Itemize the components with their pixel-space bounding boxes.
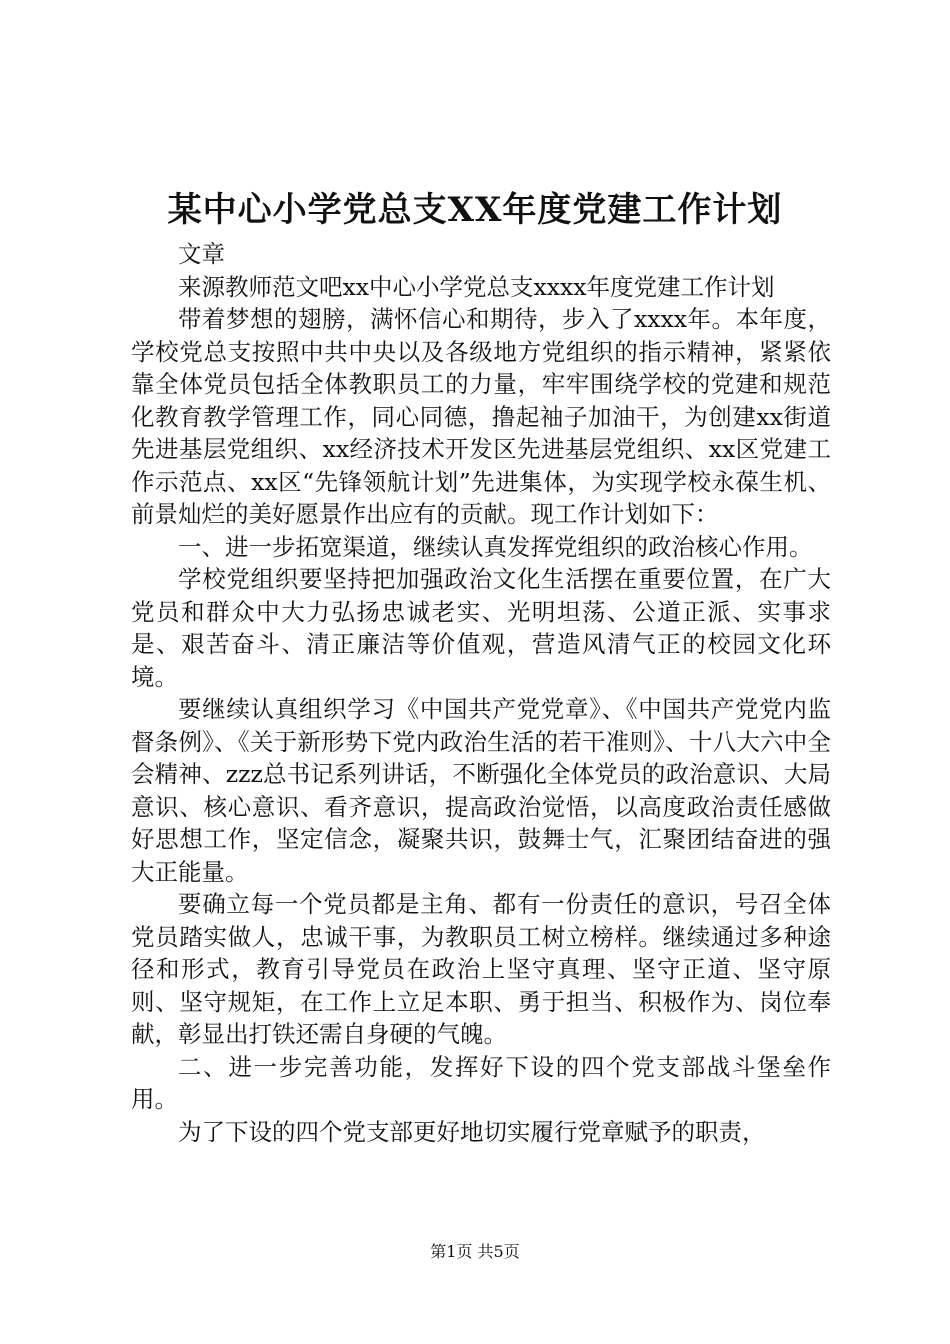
paragraph-section1-c: 要确立每一个党员都是主角、都有一份责任的意识，号召全体党员踏实做人，忠诚干事，为教职员工树立榜样。继续通过多种途径和形式，教育引导党员在政治上坚守真理、坚守正道、坚守原则、坚守规矩，在工作上立足本职、勇于担当、积极作为、岗位奉献，彰显出打铁还需自身硬的气魄。: [131, 890, 831, 1048]
document-title: 某中心小学党总支XX年度党建工作计划: [167, 190, 783, 230]
paragraph-intro: 带着梦想的翅膀，满怀信心和期待，步入了xxxx年。本年度，学校党总支按照中共中央以及各级地方党组织的指示精神，紧紧依靠全体党员包括全体教职员工的力量，牢牢围绕学校的党建和规范化教育教学管理工作，同心同德，撸起袖子加油干，为创建xx街道先进基层党组织、xx经济技术开发区先进基层党组织、xx区党建工作示范点、xx区“先锋领航计划”先进集体，为实现学校永葆生机、前景灿烂的美好愿景作出应有的贡献。现工作计划如下：: [131, 305, 831, 528]
paragraph-source: 来源教师范文吧xx中心小学党总支xxxx年度党建工作计划: [178, 272, 775, 301]
paragraph-section1-b: 要继续认真组织学习《中国共产党党章》、《中国共产党党内监督条例》、《关于新形势下党内政治生活的若干准则》、十八大六中全会精神、zzz总书记系列讲话，不断强化全体党员的政治意识、大局意识、核心意识、看齐意识，提高政治觉悟，以高度政治责任感做好思想工作，坚定信念，凝聚共识，鼓舞士气，汇聚团结奋进的强大正能量。: [131, 695, 831, 886]
paragraph-section2-a: 为了下设的四个党支部更好地切实履行党章赋予的职责，: [178, 1117, 766, 1146]
page-footer: 第1页 共5页: [430, 1242, 520, 1261]
section-heading-2: 二、进一步完善功能，发挥好下设的四个党支部战斗堡垒作用。: [131, 1052, 831, 1113]
document-body: [131, 238, 831, 1148]
section-heading-1: 一、进一步拓宽渠道，继续认真发挥党组织的政治核心作用。: [178, 532, 813, 561]
paragraph-section1-a: 学校党组织要坚持把加强政治文化生活摆在重要位置，在广大党员和群众中大力弘扬忠诚老实、光明坦荡、公道正派、实事求是、艰苦奋斗、清正廉洁等价值观，营造风清气正的校园文化环境。: [131, 565, 831, 691]
paragraph-label: 文章: [178, 240, 225, 268]
